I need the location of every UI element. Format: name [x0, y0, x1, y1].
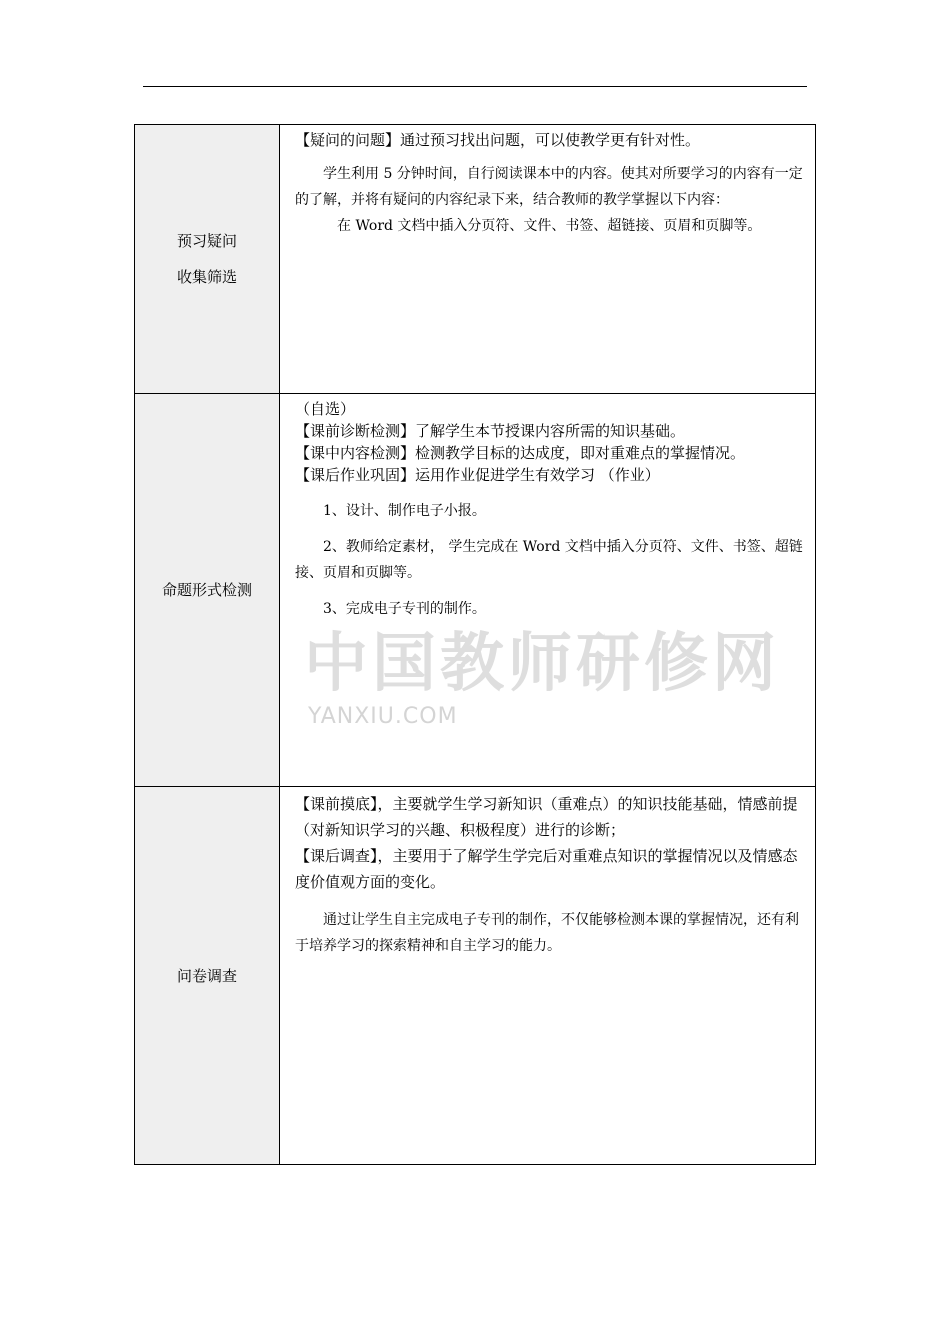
paragraph: 学生利用 5 分钟时间，自行阅读课本中的内容。使其对所要学习的内容有一定的了解，并将有疑问的内容纪录下来，结合教师的教学掌握以下内容：	[295, 166, 803, 208]
list-item: 3、完成电子专刊的制作。	[323, 601, 486, 617]
row-label-line: 预习疑问	[176, 232, 237, 250]
section-heading: 【疑问的问题】通过预习找出问题，可以使教学更有针对性。	[295, 131, 701, 149]
lesson-table	[134, 124, 816, 1165]
text-line: 【课后作业巩固】运用作业促进学生有效学习 （作业）	[295, 466, 660, 484]
paragraph: 在 Word 文档中插入分页符、文件、书签、超链接、页眉和页脚等。	[337, 218, 762, 234]
paragraph: 通过让学生自主完成电子专刊的制作，不仅能够检测本课的掌握情况，还有利于培养学习的探索精神和自主学习的能力。	[295, 912, 799, 954]
table-row	[135, 125, 816, 394]
table-row	[135, 394, 816, 787]
text-line: 【课前摸底】，主要就学生学习新知识（重难点）的知识技能基础，情感前提（对新知识学习的兴趣、积极程度）进行的诊断；	[295, 795, 798, 839]
row-content	[280, 787, 816, 1165]
text-line: （自选）	[295, 400, 356, 418]
row-label-line: 收集筛选	[176, 268, 237, 286]
watermark-url: YANXIU.COM	[308, 704, 458, 729]
row-label: 问卷调查	[135, 787, 280, 1165]
header-rule	[143, 86, 807, 87]
row-content	[280, 125, 816, 394]
text-line: 【课中内容检测】检测教学目标的达成度，即对重难点的掌握情况。	[295, 444, 746, 462]
text-line: 【课后调查】，主要用于了解学生学完后对重难点知识的掌握情况以及情感态度价值观方面的变化。	[295, 847, 798, 891]
watermark-text: 中国教师研修网	[304, 627, 780, 701]
table-row	[135, 787, 816, 1165]
row-label: 命题形式检测	[135, 394, 280, 787]
text-line: 【课前诊断检测】了解学生本节授课内容所需的知识基础。	[295, 422, 686, 440]
row-label	[135, 125, 280, 394]
list-item: 2、教师给定素材， 学生完成在 Word 文档中插入分页符、文件、书签、超链接、页眉和页脚等。	[295, 539, 803, 581]
row-content	[280, 394, 816, 787]
list-item: 1、设计、制作电子小报。	[323, 503, 486, 519]
